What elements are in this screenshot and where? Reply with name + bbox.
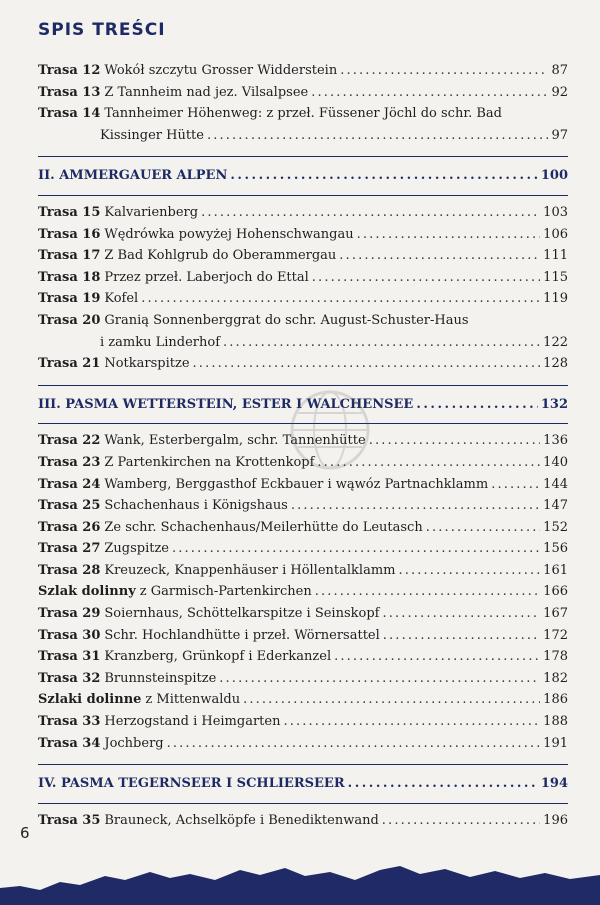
entry-prefix: Trasa 31: [38, 649, 101, 665]
entry-title: Notkarspitze: [104, 356, 190, 372]
entry-prefix: Trasa 21: [38, 356, 101, 372]
entry-prefix: Trasa 20: [38, 312, 101, 328]
entry-page: 106: [543, 226, 568, 242]
leader-dots: [172, 538, 540, 560]
entry-title: Z Partenkirchen na Krottenkopf: [104, 454, 315, 470]
entry-prefix: Trasa 33: [38, 714, 101, 730]
toc-entry[interactable]: [38, 267, 568, 289]
leader-dots: [223, 332, 540, 354]
entry-prefix: Trasa 15: [38, 204, 101, 220]
leader-dots: [426, 517, 540, 539]
entry-title: Kalvarienberg: [104, 204, 199, 220]
watermark-globe-icon: [230, 385, 430, 505]
entry-title: Brunnsteinspitze: [104, 670, 217, 686]
entry-title: Jochberg: [104, 735, 164, 751]
entry-prefix: Trasa 34: [38, 735, 101, 751]
toc-entry[interactable]: [38, 810, 568, 832]
leader-dots: [207, 125, 548, 147]
entry-title: Z Tannheim nad jez. Vilsalpsee: [104, 84, 309, 100]
entry-title: Wamberg, Berggasthof Eckbauer i wąwóz Partnachklamm: [104, 476, 489, 492]
entry-title: Wędrówka powyżej Hohenschwangau: [104, 226, 354, 242]
entry-prefix: Trasa 19: [38, 291, 101, 307]
leader-dots: [201, 202, 540, 224]
entry-title: Przez przeł. Laberjoch do Ettal: [104, 269, 309, 285]
toc-entry[interactable]: [38, 353, 568, 375]
section-divider: [38, 803, 568, 804]
entry-title: Soiernhaus, Schöttelkarspitze i Seinskopf: [104, 606, 380, 622]
entry-page: 178: [543, 649, 568, 665]
entry-title: Brauneck, Achselköpfe i Benediktenwand: [104, 812, 379, 828]
entry-prefix: Trasa 24: [38, 476, 101, 492]
entry-prefix: Trasa 27: [38, 541, 101, 557]
leader-dots: [398, 560, 540, 582]
entry-page: 191: [543, 735, 568, 751]
leader-dots: [311, 82, 548, 104]
section-divider: [38, 764, 568, 765]
toc-entry[interactable]: [38, 689, 568, 711]
toc-entry[interactable]: [38, 103, 568, 146]
toc-entry[interactable]: [38, 60, 568, 82]
entry-page: 87: [551, 63, 568, 78]
toc-entry[interactable]: [38, 245, 568, 267]
section-page: 194: [540, 776, 568, 792]
section-divider: [38, 156, 568, 157]
entry-title-continued: Kissinger Hütte: [100, 127, 204, 143]
entry-page: 188: [543, 714, 568, 730]
entry-prefix: Trasa 16: [38, 226, 101, 242]
entry-page: 156: [543, 541, 568, 557]
section-title: III. PASMA WETTERSTEIN, ESTER I WALCHENSEE: [38, 396, 414, 412]
toc-entry[interactable]: [38, 733, 568, 755]
toc-entry[interactable]: [38, 603, 568, 625]
leader-dots: [193, 353, 541, 375]
entry-title: z Garmisch-Partenkirchen: [139, 584, 312, 600]
mountain-silhouette-decoration: [0, 858, 600, 905]
entry-page: 152: [543, 519, 568, 535]
leader-dots: [243, 689, 540, 711]
entry-prefix: Trasa 35: [38, 812, 101, 828]
entry-page: 122: [543, 334, 568, 350]
leader-dots: [312, 267, 540, 289]
toc-entry[interactable]: [38, 517, 568, 539]
entry-prefix: Trasa 30: [38, 627, 101, 643]
entry-page: 115: [543, 269, 568, 285]
entry-prefix: Trasa 14: [38, 106, 101, 122]
page-number: 6: [20, 824, 30, 842]
entry-title: Kranzberg, Grünkopf i Ederkanzel: [104, 649, 332, 665]
leader-dots: [382, 810, 540, 832]
entry-title: Herzogstand i Heimgarten: [104, 714, 281, 730]
section-title: II. AMMERGAUER ALPEN: [38, 168, 228, 184]
entry-prefix: Szlak dolinny: [38, 584, 136, 600]
entry-page: 161: [543, 562, 568, 578]
entry-prefix: Trasa 28: [38, 562, 101, 578]
toc-entry[interactable]: [38, 668, 568, 690]
entry-prefix: Trasa 23: [38, 454, 101, 470]
entry-page: 136: [543, 433, 568, 449]
section-heading[interactable]: [38, 165, 568, 187]
entry-prefix: Trasa 32: [38, 670, 101, 686]
toc-entry[interactable]: [38, 625, 568, 647]
leader-dots: [334, 646, 540, 668]
entry-page: 97: [551, 127, 568, 143]
section-page: 100: [540, 168, 568, 184]
leader-dots: [357, 224, 541, 246]
leader-dots: [230, 165, 538, 187]
entry-title: Schachenhaus i Königshaus: [104, 498, 288, 514]
leader-dots: [219, 668, 540, 690]
entry-prefix: Trasa 26: [38, 519, 101, 535]
leader-dots: [141, 288, 540, 310]
page-title: SPIS TREŚCI: [38, 20, 166, 40]
entry-page: 103: [543, 204, 568, 220]
entry-title: Schr. Hochlandhütte i przeł. Wörnersattel: [104, 627, 380, 643]
entry-title: z Mittenwaldu: [145, 692, 241, 708]
entry-title: Kofel: [104, 291, 139, 307]
toc-entry[interactable]: [38, 288, 568, 310]
entry-prefix: Szlaki dolinne: [38, 692, 142, 708]
leader-dots: [283, 711, 540, 733]
entry-title: Granią Sonnenberggrat do schr. August-Schuster-Haus: [104, 312, 469, 328]
toc-entry[interactable]: [38, 224, 568, 246]
entry-page: 186: [543, 692, 568, 708]
entry-prefix: Trasa 13: [38, 84, 101, 100]
leader-dots: [167, 733, 541, 755]
leader-dots: [339, 245, 540, 267]
leader-dots: [383, 625, 540, 647]
entry-page: 111: [543, 248, 568, 264]
entry-title: Zugspitze: [104, 541, 170, 557]
toc-entry[interactable]: [38, 538, 568, 560]
section-divider: [38, 195, 568, 196]
entry-prefix: Trasa 25: [38, 498, 101, 514]
entry-title: Z Bad Kohlgrub do Oberammergau: [104, 248, 337, 264]
entry-page: 182: [543, 670, 568, 686]
entry-title-continued: i zamku Linderhof: [100, 334, 221, 350]
toc-entry[interactable]: [38, 310, 568, 353]
toc-entry[interactable]: [38, 82, 568, 104]
toc-entry[interactable]: [38, 711, 568, 733]
entry-page: 196: [543, 812, 568, 828]
entry-prefix: Trasa 12: [38, 63, 101, 78]
entry-prefix: Trasa 22: [38, 433, 101, 449]
entry-page: 144: [543, 476, 568, 492]
entry-page: 119: [543, 291, 568, 307]
entry-page: 140: [543, 454, 568, 470]
entry-page: 92: [551, 84, 568, 100]
entry-title: Wank, Esterbergalm, schr. Tannenhütte: [104, 433, 366, 449]
entry-title: Wokół szczytu Grosser Widderstein: [104, 63, 338, 78]
entry-prefix: Trasa 18: [38, 269, 101, 285]
entry-title: Ze schr. Schachenhaus/Meilerhütte do Leutasch: [104, 519, 423, 535]
entry-page: 147: [543, 498, 568, 514]
section-page: 132: [540, 396, 568, 412]
leader-dots: [382, 603, 540, 625]
entry-page: 128: [543, 356, 568, 372]
entry-title: Tannheimer Höhenweg: z przeł. Füssener Jöchl do schr. Bad: [104, 106, 503, 122]
leader-dots: [491, 474, 540, 496]
leader-dots: [416, 394, 538, 416]
toc-entry[interactable]: [38, 581, 568, 603]
entry-page: 172: [543, 627, 568, 643]
entry-page: 166: [543, 584, 568, 600]
section-title: IV. PASMA TEGERNSEER I SCHLIERSEER: [38, 776, 345, 792]
leader-dots: [340, 60, 548, 82]
toc-entry[interactable]: [38, 646, 568, 668]
toc-entry[interactable]: [38, 202, 568, 224]
entry-prefix: Trasa 17: [38, 248, 101, 264]
leader-dots: [315, 581, 540, 603]
leader-dots: [348, 773, 538, 795]
section-heading[interactable]: [38, 773, 568, 795]
entry-title: Kreuzeck, Knappenhäuser i Höllentalklamm: [104, 562, 396, 578]
toc-entry[interactable]: [38, 560, 568, 582]
entry-prefix: Trasa 29: [38, 606, 101, 622]
entry-page: 167: [543, 606, 568, 622]
